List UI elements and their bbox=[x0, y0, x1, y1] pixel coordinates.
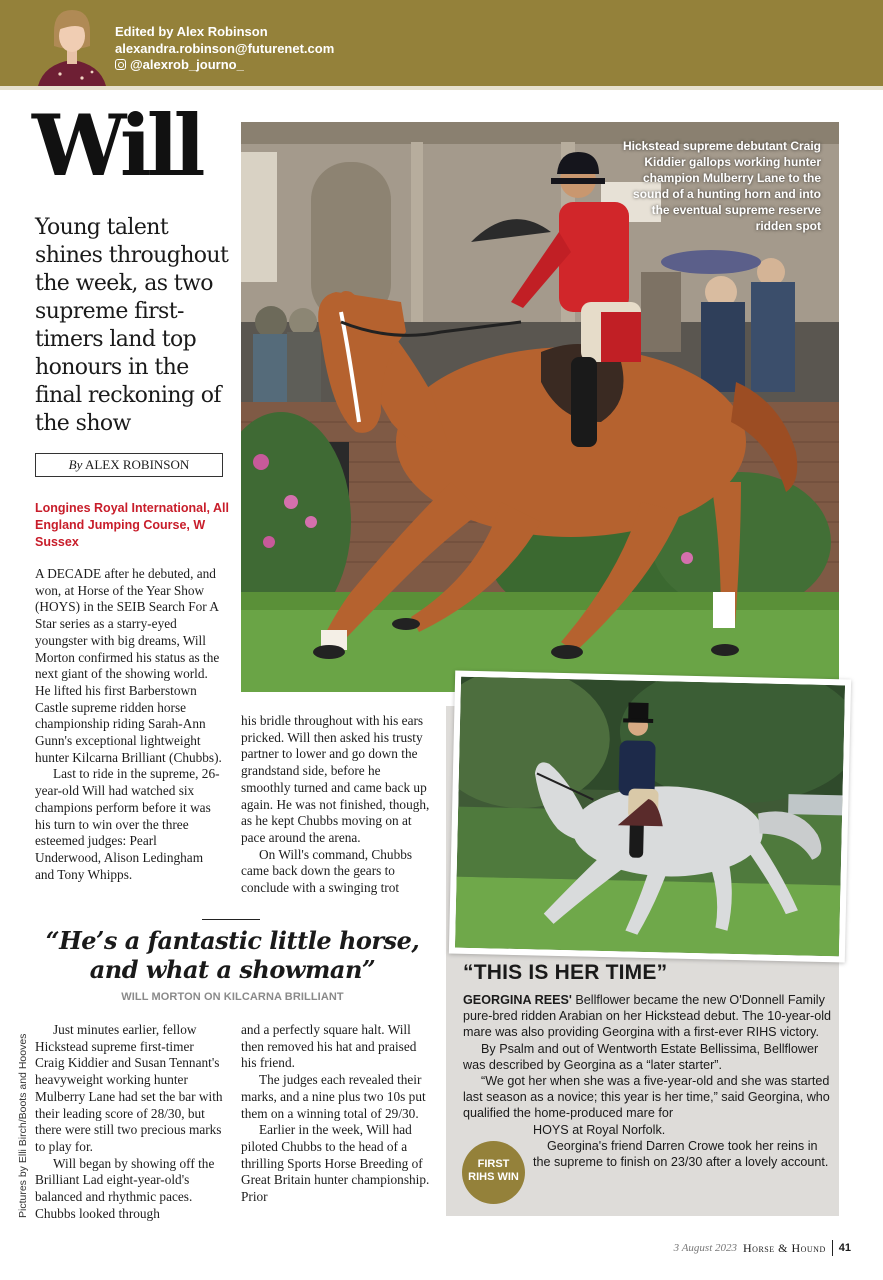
body-column-1-top bbox=[35, 566, 225, 883]
sidebar-heading: “THIS IS HER TIME” bbox=[463, 961, 668, 984]
editor-name: Edited by Alex Robinson bbox=[115, 24, 268, 39]
badge-line: RIHS WIN bbox=[468, 1171, 519, 1183]
badge-line: FIRST bbox=[477, 1158, 510, 1170]
byline-name: ALEX ROBINSON bbox=[84, 457, 190, 472]
sidebar-paragraph bbox=[463, 992, 833, 1041]
paragraph: A DECADE after he debuted, and won, at Horse of the Year Show (HOYS) in the SEIB Search For A Star series as a starry-eyed youngster with big dreams, Will Morton confirmed his status as the next giant of the showing world. He lifted his first Barberstown Castle supreme ridden horse championship riding Sarah-Ann Gunn's exceptional lightweight hunter Kilcarna Brilliant (Chubbs). bbox=[35, 566, 222, 765]
instagram-icon bbox=[115, 59, 126, 70]
sidebar-paragraph: HOYS at Royal Norfolk. bbox=[533, 1122, 666, 1137]
editor-details bbox=[115, 24, 334, 74]
sidebar-lead: GEORGINA REES' bbox=[463, 993, 572, 1007]
sidebar-text bbox=[463, 992, 833, 1170]
paragraph: his bridle throughout with his ears pricked. Will then asked his trusty partner to lower and go down the grandstand side, before he smoothly turned and came back up again. He was not finished, though, as he kept Chubbs moving on at pace around the arena. bbox=[241, 713, 430, 845]
pull-quote-rule bbox=[202, 919, 260, 920]
sidebar-lead-rest: Bellflower became the new O'Donnell Family pure-bred ridden Arabian on her Hickstead debut. The 10-year-old mare was also providing Georgina with a first-ever RIHS victory. bbox=[463, 993, 832, 1040]
byline-prefix: By bbox=[68, 457, 83, 472]
editor-header bbox=[0, 0, 883, 86]
main-photo-caption: Hickstead supreme debutant Craig Kiddier gallops working hunter champion Mulberry Lane to the sound of a hunting horn and into the eventual supreme reserve ridden spot bbox=[622, 139, 821, 233]
sidebar-paragraph: Georgina's friend Darren Crowe took her reins in the supreme to finish on 23/30 after a lovely account. bbox=[533, 1138, 829, 1170]
issue-date: 3 August 2023 bbox=[673, 1242, 738, 1254]
standfirst: Young talent shines throughout the week, as two supreme first-timers land top honours in the final reckoning of the show bbox=[35, 215, 229, 436]
body-column-1-bottom bbox=[35, 1022, 225, 1222]
editor-email[interactable]: alexandra.robinson@futurenet.com bbox=[115, 40, 335, 56]
magazine-name: Horse & Hound bbox=[743, 1240, 826, 1255]
pull-quote: “He’s a fantastic little horse, and what a showman” bbox=[45, 926, 420, 984]
editor-instagram[interactable]: @alexrob_journo_ bbox=[130, 57, 244, 72]
paragraph: The judges each revealed their marks, and a nine plus two 10s put them on a winning total of 29/30. bbox=[241, 1072, 426, 1121]
paragraph: Will began by showing off the Brilliant Lad eight-year-old's balanced and rhythmic paces. Chubbs looked through bbox=[35, 1155, 215, 1221]
header-rule bbox=[0, 86, 883, 90]
paragraph: Just minutes earlier, fellow Hickstead supreme first-timer Craig Kiddier and Susan Tennant's heavyweight working hunter Mulberry Lane had set the bar with their leading score of 28/30, but there were still two precious marks to play for. bbox=[35, 1022, 223, 1154]
first-rihs-win-badge bbox=[462, 1141, 525, 1204]
paragraph: Earlier in the week, Will had piloted Chubbs to the head of a thrilling Sports Horse Breeding of Great Britain hunter championship. Prior bbox=[241, 1122, 430, 1205]
page-footer bbox=[674, 1240, 851, 1256]
location: Longines Royal International, All England Jumping Course, W Sussex bbox=[35, 501, 230, 549]
secondary-photo bbox=[449, 671, 851, 963]
headline: Will bbox=[32, 96, 201, 195]
pull-quote-attribution: WILL MORTON ON KILCARNA BRILLIANT bbox=[121, 991, 344, 1003]
paragraph: and a perfectly square halt. Will then removed his hat and praised his friend. bbox=[241, 1022, 417, 1071]
body-column-2-bottom bbox=[241, 1022, 431, 1206]
sidebar-paragraph: By Psalm and out of Wentworth Estate Bellissima, Bellflower was described by Georgina as a “later starter”. bbox=[463, 1041, 819, 1072]
page-number: 41 bbox=[838, 1242, 851, 1254]
footer-divider bbox=[832, 1240, 833, 1256]
sidebar-paragraph: “We got her when she was a five-year-old and she was started last season as a novice; this year is her time,” said Georgina, who qualified the home-produced mare for bbox=[463, 1074, 830, 1121]
main-photo bbox=[241, 122, 839, 692]
paragraph: On Will's command, Chubbs came back down the gears to conclude with a swinging trot bbox=[241, 846, 413, 896]
body-column-2-top bbox=[241, 713, 431, 897]
byline bbox=[35, 453, 223, 477]
paragraph: Last to ride in the supreme, 26-year-old Will had watched six champions perform before it was his turn to win over the three esteemed judges: Pearl Underwood, Alison Ledingham and Tony Whipps. bbox=[35, 766, 220, 882]
photo-credit: Pictures by Elli Birch/Boots and Hooves bbox=[17, 1033, 29, 1218]
editor-avatar bbox=[36, 6, 108, 86]
